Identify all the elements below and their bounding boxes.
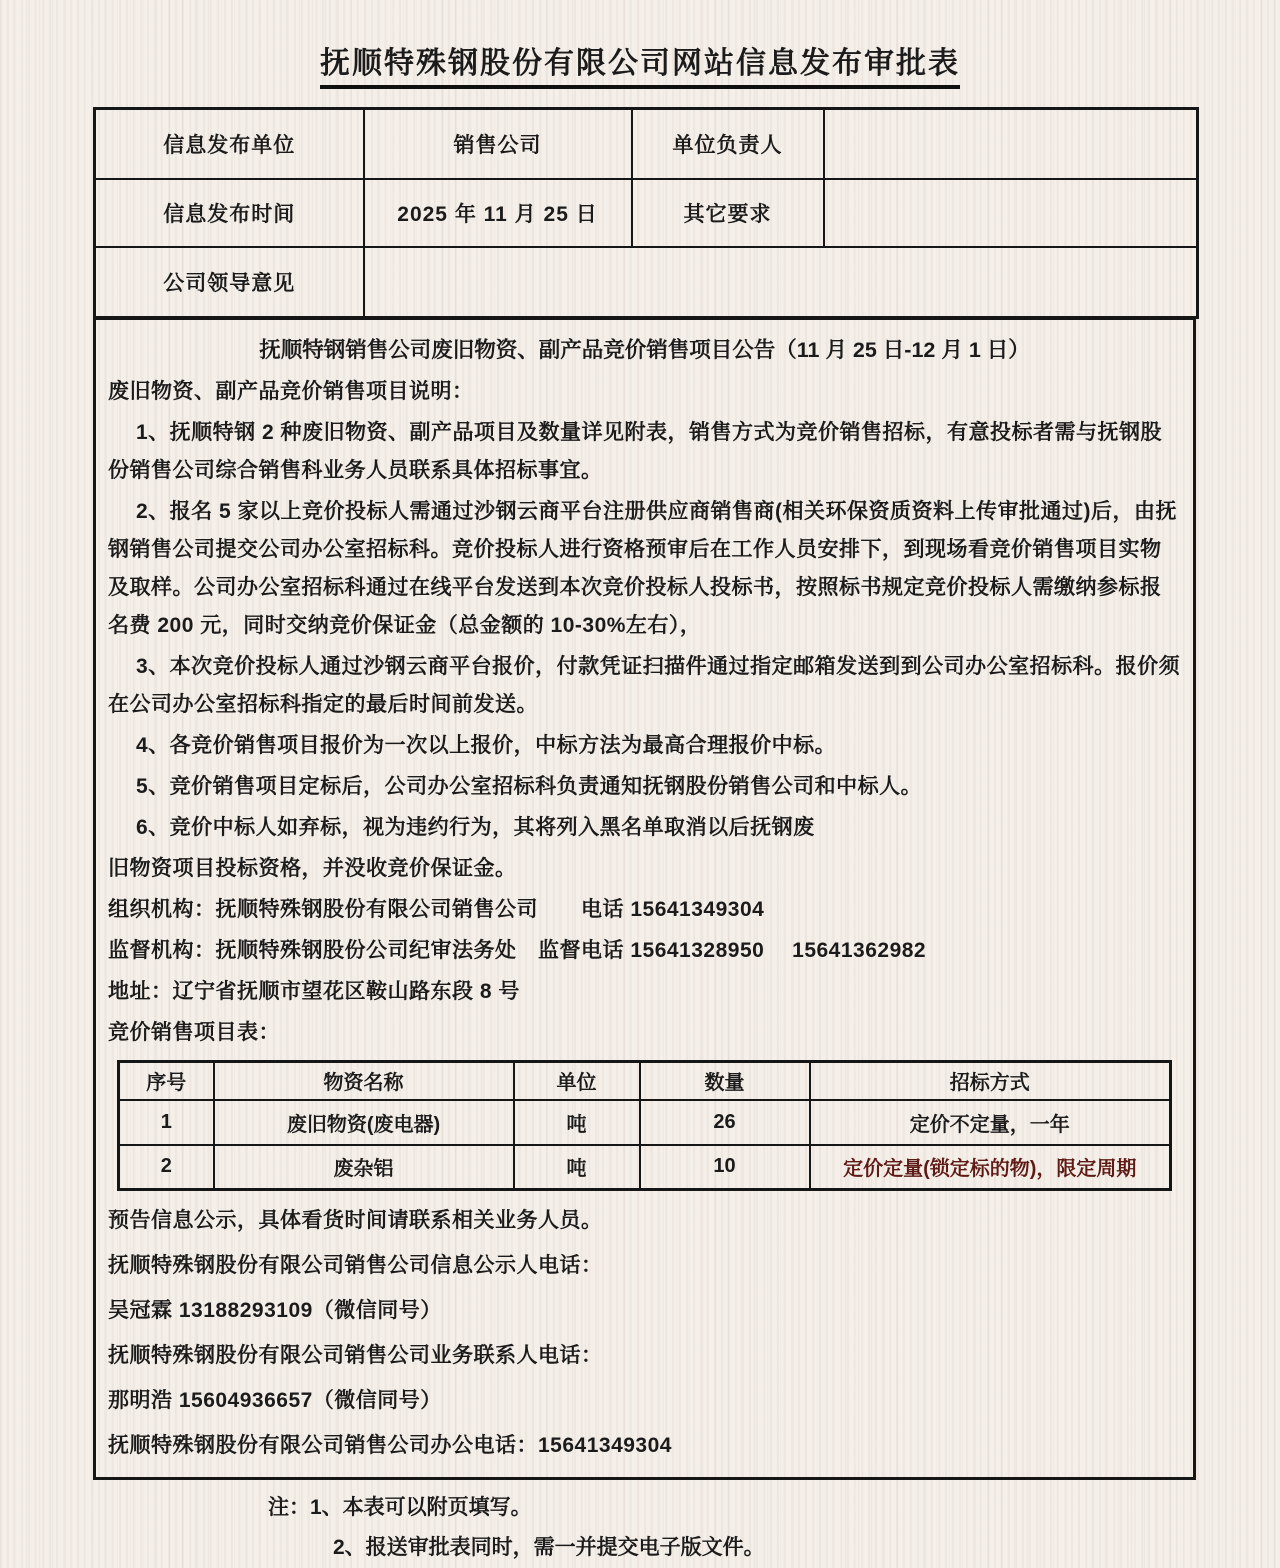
paragraph-item-6-cont: 旧物资项目投标资格，并没收竞价保证金。 [108, 857, 517, 880]
page-title-text: 抚顺特殊钢股份有限公司网站信息发布审批表 [320, 38, 960, 89]
note-label: 注： [268, 1496, 310, 1519]
column-header-unit: 单位 [514, 1062, 640, 1100]
cell-no: 2 [119, 1145, 214, 1190]
paragraph-item-4: 4、各竞价销售项目报价为一次以上报价，中标方法为最高合理报价中标。 [136, 734, 837, 757]
paragraph-business-contact: 那明浩 15604936657（微信同号） [108, 1389, 442, 1412]
paragraph-organizer: 组织机构：抚顺特殊钢股份有限公司销售公司 电话 15641349304 [108, 898, 765, 921]
column-header-material: 物资名称 [214, 1062, 514, 1100]
paragraph-item-3: 3、本次竞价投标人通过沙钢云商平台报价，付款凭证扫描件通过指定邮箱发送到到公司办公室招标科。报价须在公司办公室招标科指定的最后时间前发送。 [108, 655, 1181, 716]
paragraph-supervisor: 监督机构：抚顺特殊钢股份公司纪审法务处 监督电话 15641328950 15641362982 [108, 939, 927, 962]
paragraph-preview-notice: 预告信息公示，具体看货时间请联系相关业务人员。 [108, 1209, 603, 1232]
notes [93, 1488, 1196, 1568]
paragraph-item-6: 6、竞价中标人如弃标，视为违约行为，其将列入黑名单取消以后抚钢废 [136, 816, 815, 839]
column-header-method: 招标方式 [810, 1062, 1171, 1100]
table-row [95, 247, 1198, 318]
column-header-no: 序号 [119, 1062, 214, 1100]
paragraph-item-1: 1、抚顺特钢 2 种废旧物资、副产品项目及数量详见附表，销售方式为竞价销售招标，有意投标者需与抚钢股份销售公司综合销售科业务人员联系具体招标事宜。 [108, 421, 1163, 482]
paragraph-publicity-contact: 吴冠霖 13188293109（微信同号） [108, 1299, 442, 1322]
paragraph-address: 地址：辽宁省抚顺市望花区鞍山路东段 8 号 [108, 980, 520, 1003]
field-label-publish-time: 信息发布时间 [95, 179, 364, 247]
cell-unit: 吨 [514, 1145, 640, 1190]
table-row [95, 109, 1198, 179]
paragraph-intro: 废旧物资、副产品竞价销售项目说明： [108, 380, 474, 403]
cell-unit: 吨 [514, 1100, 640, 1145]
note-item-1: 1、本表可以附页填写。 [310, 1496, 532, 1519]
field-value-publish-unit: 销售公司 [364, 109, 632, 179]
cell-method: 定价不定量，一年 [810, 1100, 1171, 1145]
announcement-section [93, 318, 1196, 1480]
table-row [119, 1145, 1171, 1190]
field-value-other-requirements [824, 179, 1198, 247]
field-label-leader-opinion: 公司领导意见 [95, 247, 364, 318]
cell-qty: 26 [640, 1100, 810, 1145]
paragraph-publicity-contact-label: 抚顺特殊钢股份有限公司销售公司信息公示人电话： [108, 1254, 603, 1277]
field-value-publish-time: 2025 年 11 月 25 日 [364, 179, 632, 247]
approval-table [93, 107, 1199, 319]
field-value-unit-manager [824, 109, 1198, 179]
cell-no: 1 [119, 1100, 214, 1145]
field-label-publish-unit: 信息发布单位 [95, 109, 364, 179]
table-row [95, 179, 1198, 247]
table-header-row [119, 1062, 1171, 1100]
form-sheet [93, 107, 1196, 1568]
field-label-other-requirements: 其它要求 [632, 179, 824, 247]
paragraph-table-caption: 竞价销售项目表： [108, 1021, 280, 1044]
field-label-unit-manager: 单位负责人 [632, 109, 824, 179]
cell-qty: 10 [640, 1145, 810, 1190]
announcement-title: 抚顺特钢销售公司废旧物资、副产品竞价销售项目公告（11 月 25 日-12 月 1 日） [259, 338, 1030, 362]
note-line-1 [93, 1488, 1196, 1528]
paragraph-item-5: 5、竞价销售项目定标后，公司办公室招标科负责通知抚钢股份销售公司和中标人。 [136, 775, 923, 798]
cell-material: 废杂铝 [214, 1145, 514, 1190]
cell-method: 定价定量(锁定标的物)，限定周期 [810, 1145, 1171, 1190]
table-row [119, 1100, 1171, 1145]
column-header-qty: 数量 [640, 1062, 810, 1100]
page-title [0, 38, 1280, 89]
paragraph-item-2: 2、报名 5 家以上竞价投标人需通过沙钢云商平台注册供应商销售商(相关环保资质资料上传审批通过)后，由抚钢销售公司提交公司办公室招标科。竞价投标人进行资格预审后在工作人员安排下，到现场看竞价销售项目实物及取样。公司办公室招标科通过在线平台发送到本次竞价投标人投标书，按照标书规定竞价投标人需缴纳参标报名费 200 元，同时交纳竞价保证金（总金额的 10-30%左右）， [108, 500, 1178, 637]
paragraph-office-phone: 抚顺特殊钢股份有限公司销售公司办公电话：15641349304 [108, 1434, 672, 1457]
field-value-leader-opinion [364, 247, 1198, 318]
paragraph-business-contact-label: 抚顺特殊钢股份有限公司销售公司业务联系人电话： [108, 1344, 603, 1367]
project-table [117, 1060, 1172, 1191]
cell-material: 废旧物资(废电器) [214, 1100, 514, 1145]
note-line-2: 2、报送审批表同时，需一并提交电子版文件。 [333, 1536, 765, 1559]
